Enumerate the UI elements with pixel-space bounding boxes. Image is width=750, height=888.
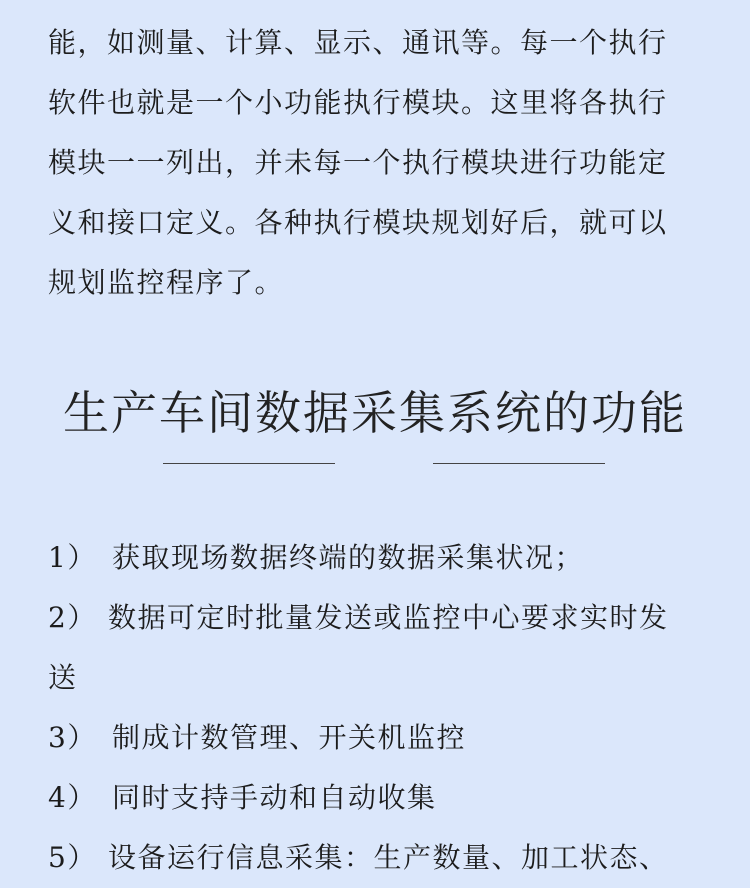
function-item-text: 数据可定时批量发送或监控中心要求实时发 bbox=[108, 601, 669, 634]
section-title: 生产车间数据采集系统的功能 bbox=[63, 386, 687, 440]
function-item-number: 4） bbox=[48, 781, 97, 814]
function-item-3 bbox=[48, 708, 466, 768]
function-item-number: 1） bbox=[48, 541, 97, 574]
function-item-number: 2） bbox=[48, 601, 97, 634]
function-item-4 bbox=[48, 768, 437, 828]
function-item-text: 获取现场数据终端的数据采集状况； bbox=[112, 541, 585, 574]
intro-line-4: 义和接口定义。各种执行模块规划好后，就可以 bbox=[48, 206, 668, 239]
function-item-text: 设备运行信息采集：生产数量、加工状态、 bbox=[108, 841, 669, 874]
intro-line-1: 能，如测量、计算、显示、通讯等。每一个执行 bbox=[48, 26, 668, 59]
function-item-text: 制成计数管理、开关机监控 bbox=[112, 721, 467, 754]
function-item-text: 同时支持手动和自动收集 bbox=[112, 781, 437, 814]
function-item-5 bbox=[48, 828, 669, 888]
title-underline-right bbox=[433, 463, 605, 464]
intro-line-3: 模块一一列出，并未每一个执行模块进行功能定 bbox=[48, 146, 668, 179]
function-item-number: 5） bbox=[48, 841, 97, 874]
function-item-2 bbox=[48, 588, 669, 648]
function-item-text: 送 bbox=[48, 661, 78, 694]
function-item-2-continued bbox=[48, 648, 78, 708]
title-underline-left bbox=[163, 463, 335, 464]
function-item-number: 3） bbox=[48, 721, 97, 754]
intro-line-5: 规划监控程序了。 bbox=[48, 266, 285, 299]
intro-line-2: 软件也就是一个小功能执行模块。这里将各执行 bbox=[48, 86, 668, 119]
function-item-1 bbox=[48, 528, 584, 588]
